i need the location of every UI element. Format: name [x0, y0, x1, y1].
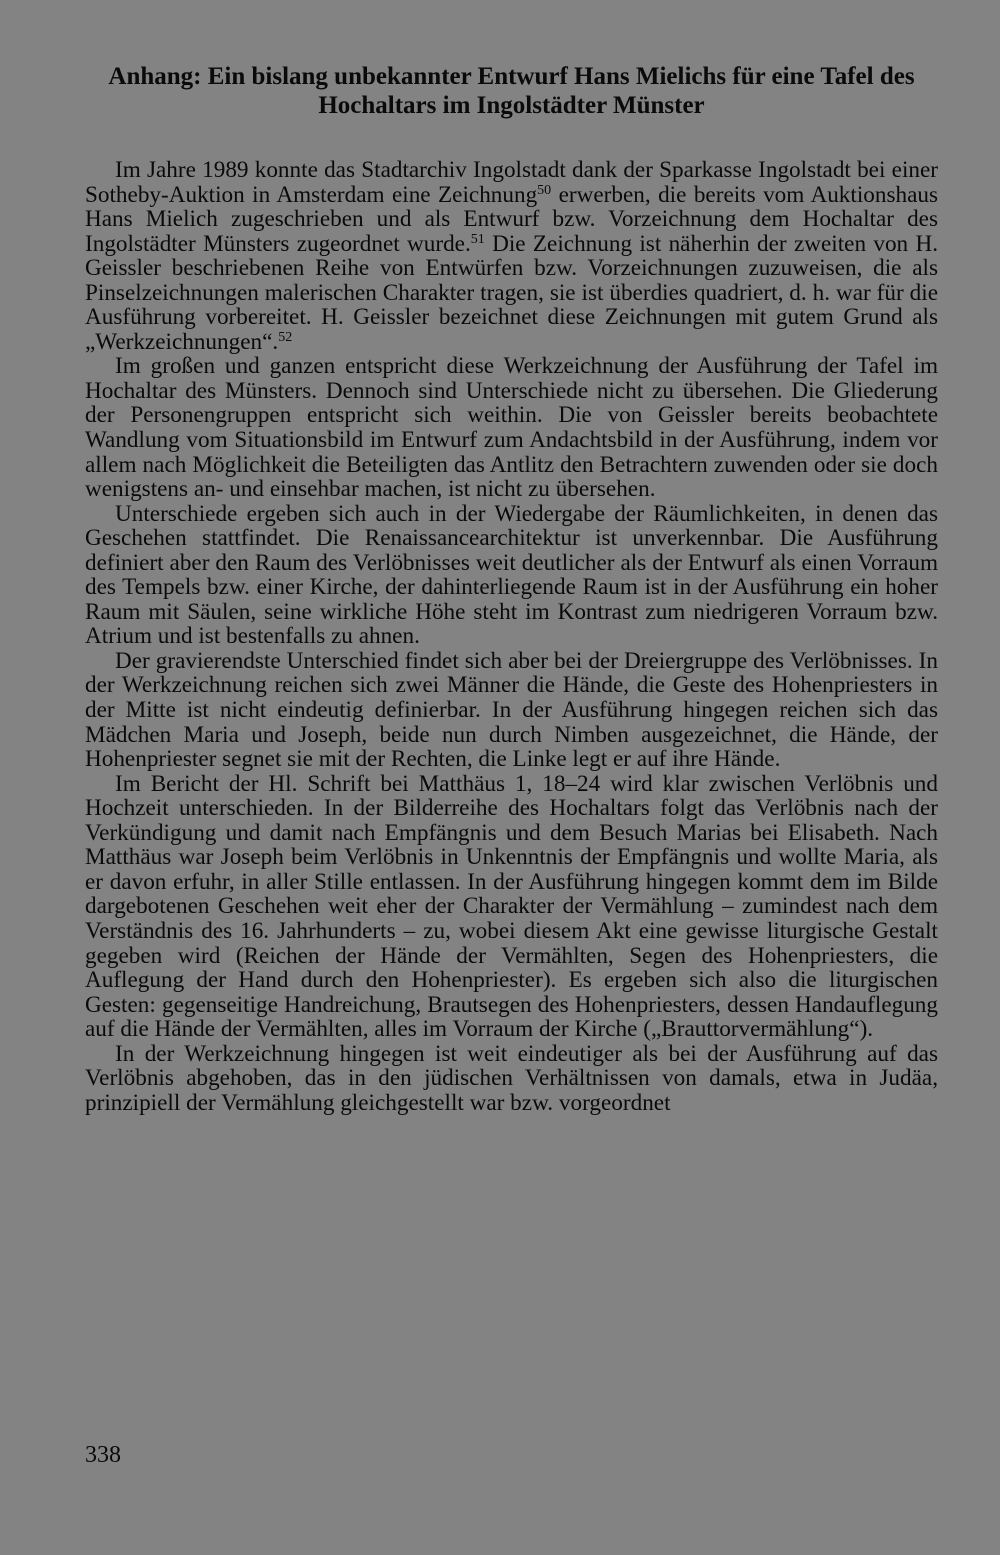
- page-number: 338: [85, 1442, 121, 1468]
- footnote-ref-52: 52: [278, 329, 293, 345]
- paragraph-1-part-2: erwerben, die bereits vom Auktionshaus Hans Mielich zugeschrieben und als Entwurf bzw. Vorzeichnung dem Hochaltar des Ingolstädter Münsters zugeordnet wurde.: [85, 181, 938, 257]
- paragraph-1-part-3: Die Zeichnung ist näherhin der zweiten von H. Geissler beschriebenen Reihe von Entwürfen bzw. Vorzeichnungen zuzuweisen, die als Pinselzeichnungen malerischen Charakter tragen, sie ist überdies quadriert, d. h. war für die Ausführung vorbereitet. H. Geissler bezeichnet diese Zeichnungen mit gutem Grund als „Werkzeichnungen“.: [85, 230, 938, 355]
- paragraph-2: Im großen und ganzen entspricht diese Werkzeichnung der Ausführung der Tafel im Hochaltar des Münsters. Dennoch sind Unterschiede nicht zu übersehen. Die Gliederung der Personengruppen entspricht sich weithin. Die von Geissler bereits beobachtete Wandlung vom Situationsbild im Entwurf zum Andachtsbild in der Ausführung, indem vor allem nach Möglichkeit die Beteiligten das Antlitz den Betrachtern zuwenden oder sie doch wenigstens an- und einsehbar machen, ist nicht zu übersehen.: [85, 353, 938, 503]
- heading-line-2: Hochaltars im Ingolstädter Münster: [318, 92, 705, 119]
- paragraph-5: Im Bericht der Hl. Schrift bei Matthäus 1, 18–24 wird klar zwischen Verlöbnis und Hochzeit unterschieden. In der Bilderreihe des Hochaltars folgt das Verlöbnis nach der Verkündigung und damit nach Empfängnis und dem Besuch Marias bei Elisabeth. Nach Matthäus war Joseph beim Verlöbnis in Unkenntnis der Empfängnis und wollte Maria, als er davon erfuhr, in aller Stille entlassen. In der Ausführung hingegen kommt dem im Bilde dargebotenen Geschehen weit eher der Charakter der Vermählung – zumindest nach dem Verständnis des 16. Jahrhunderts – zu, wobei diesem Akt eine gewisse liturgische Gestalt gegeben wird (Reichen der Hände der Vermählten, Segen des Hohenpriesters, die Auflegung der Hand durch den Hohenpriester). Es ergeben sich also die liturgischen Gesten: gegenseitige Handreichung, Brautsegen des Hohenpriesters, dessen Handauflegung auf die Hände der Vermählten, alles im Vorraum der Kirche („Brauttorvermählung“).: [85, 770, 938, 1043]
- section-heading: [85, 62, 938, 120]
- footnote-ref-50: 50: [537, 182, 552, 198]
- paragraph-1: [85, 158, 938, 354]
- paragraph-3: Unterschiede ergeben sich auch in der Wiedergabe der Räumlichkeiten, in denen das Geschehen stattfindet. Die Renaissancearchitektur ist unverkennbar. Die Ausführung definiert aber den Raum des Verlöbnisses weit deutlicher als der Entwurf als einen Vorraum des Tempels bzw. einer Kirche, der dahinterliegende Raum ist in der Ausführung ein hoher Raum mit Säulen, seine wirkliche Höhe steht im Kontrast zum niedrigeren Vorraum bzw. Atrium und ist bestenfalls zu ahnen.: [85, 500, 938, 650]
- page-content: [85, 62, 938, 1115]
- paragraph-6: In der Werkzeichnung hingegen ist weit eindeutiger als bei der Ausführung auf das Verlöbnis abgehoben, das in den jüdischen Verhältnissen von damals, etwa in Judäa, prinzipiell der Vermählung gleichgestellt war bzw. vorgeordnet: [85, 1040, 938, 1116]
- heading-line-1: Anhang: Ein bislang unbekannter Entwurf Hans Mielichs für eine Tafel des: [108, 63, 915, 90]
- footnote-ref-51: 51: [470, 231, 485, 247]
- paragraph-1-part-1: Im Jahre 1989 konnte das Stadtarchiv Ingolstadt dank der Sparkasse Ingolstadt bei einer Sotheby-Auktion in Amsterdam eine Zeichnung: [85, 157, 938, 208]
- body-text: [85, 158, 938, 1115]
- paragraph-4: Der gravierendste Unterschied findet sich aber bei der Dreiergruppe des Verlöbnisses. In der Werkzeichnung reichen sich zwei Männer die Hände, die Geste des Hohenpriesters in der Mitte ist nicht eindeutig definierbar. In der Ausführung hingegen reichen sich das Mädchen Maria und Joseph, beide nun durch Nimben ausgezeichnet, die Hände, der Hohenpriester segnet sie mit der Rechten, die Linke legt er auf ihre Hände.: [85, 647, 938, 773]
